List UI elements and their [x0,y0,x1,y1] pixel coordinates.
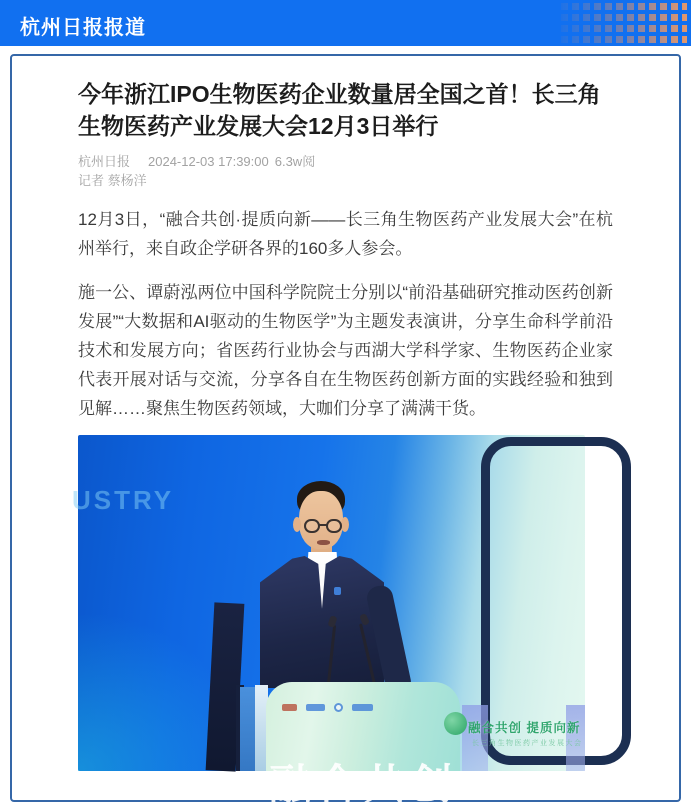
sponsor-logo-icon [306,704,325,711]
glasses-bridge [319,524,327,526]
article-photo [72,435,585,808]
article-paragraph: 12月3日，“融合共创·提质向新——长三角生物医药产业发展大会”在杭州举行，来自政企学研各界的160多人参会。 [78,210,613,258]
screen-frame [481,437,631,765]
page-title: 杭州日报报道 [20,17,146,39]
publish-time: 2024-12-03 17:39:00 [148,154,269,169]
podium-logo-row [282,703,412,712]
speaker-ear [293,517,301,532]
backdrop-watermark-text: USTRY [72,485,175,515]
dot-grid-decoration-icon [561,3,687,44]
sponsor-logo-icon [352,704,373,711]
article-body [78,205,613,423]
podium-blue-band [240,687,255,771]
sponsor-logo-icon [282,704,297,711]
speaker-ear [341,517,349,532]
glasses-icon [304,519,320,533]
podium-slogan-text: 融合共创 [268,761,457,808]
article-card [10,54,681,808]
reporter-line: 记者 蔡杨洋 [78,173,147,188]
article-meta [78,152,613,171]
sponsor-logo-icon [334,703,343,712]
source-label: 杭州日报 [78,154,131,169]
speaker-mouth [317,540,330,545]
article-title: 今年浙江IPO生物医药企业数量居全国之首！长三角生物医药产业发展大会12月3日举行 [78,81,601,139]
view-count: 6.3w阅 [274,154,316,169]
screen-slogan-text: 融合共创 提质向新 [468,721,581,735]
glasses-icon [326,519,342,533]
slogan-dot-icon [444,712,467,735]
article-paragraph: 施一公、谭蔚泓两位中国科学院院士分别以“前沿基础研究推动医药创新发展”“大数据和AI驱动的生物医学”为主题发表演讲，分享生命科学前沿技术和发展方向；省医药行业协会与西湖大学科学家、生物医药企业家代表开展对话与交流，分享各自在生物医药创新方面的实践经验和独到见解……聚焦生物医药领域，大咖们分享了满满干货。 [78,283,613,418]
page-header [0,0,691,46]
screen-slogan-subtitle: 长三角生物医药产业发展大会 [472,740,583,747]
lapel-badge [334,587,341,595]
